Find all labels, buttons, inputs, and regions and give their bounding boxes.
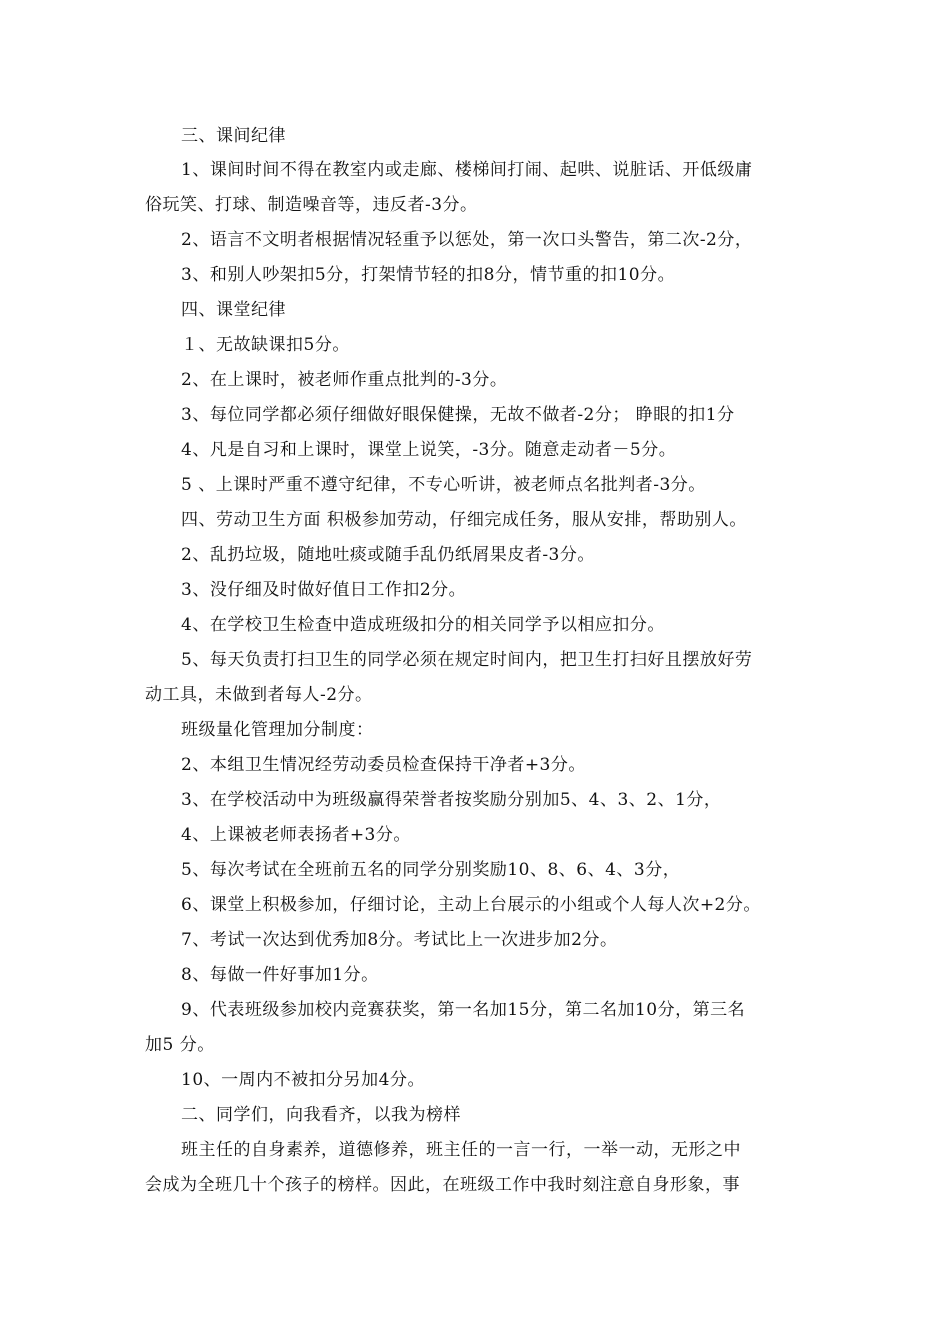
text-line: 5 、上课时严重不遵守纪律，不专心听讲，被老师点名批判者-3分。 [181, 475, 706, 495]
text-line: 2、本组卫生情况经劳动委员检查保持干净者+3分。 [181, 755, 586, 775]
text-line: 7、考试一次达到优秀加8分。考试比上一次进步加2分。 [181, 930, 618, 950]
text-line: 4、在学校卫生检查中造成班级扣分的相关同学予以相应扣分。 [181, 615, 665, 635]
text-line: 5、每天负责打扫卫生的同学必须在规定时间内，把卫生打扫好且摆放好劳 [181, 650, 753, 670]
text-line: 3、每位同学都必须仔细做好眼保健操，无故不做者-2分； 睁眼的扣1分 [181, 405, 735, 425]
section-heading-labor-hygiene: 四、劳动卫生方面 积极参加劳动，仔细完成任务，服从安排，帮助别人。 [181, 510, 747, 530]
text-line: 3、和别人吵架扣5分，打架情节轻的扣8分，情节重的扣10分。 [181, 265, 676, 285]
text-line: 3、在学校活动中为班级赢得荣誉者按奖励分别加5、4、3、2、1分， [181, 790, 722, 810]
text-line: １、无故缺课扣5分。 [181, 335, 350, 355]
text-line: 4、凡是自习和上课时，课堂上说笑，-3分。随意走动者－5分。 [181, 440, 677, 460]
text-line: 1、课间时间不得在教室内或走廊、楼梯间打闹、起哄、说脏话、开低级庸 [181, 160, 753, 180]
text-line: 10、一周内不被扣分另加4分。 [181, 1070, 425, 1090]
section-heading-break-discipline: 三、课间纪律 [181, 126, 286, 146]
section-heading-bonus-points: 班级量化管理加分制度： [181, 720, 374, 740]
text-line: 会成为全班几十个孩子的榜样。因此，在班级工作中我时刻注意自身形象，事 [145, 1175, 740, 1195]
text-line: 4、上课被老师表扬者+3分。 [181, 825, 411, 845]
text-line: 5、每次考试在全班前五名的同学分别奖励10、8、6、4、3分， [181, 860, 681, 880]
text-line: 2、在上课时，被老师作重点批判的-3分。 [181, 370, 508, 390]
text-line: 9、代表班级参加校内竞赛获奖，第一名加15分，第二名加10分，第三名 [181, 1000, 746, 1020]
section-heading-role-model: 二、同学们，向我看齐，以我为榜样 [181, 1105, 461, 1125]
text-line: 2、语言不文明者根据情况轻重予以惩处，第一次口头警告，第二次-2分， [181, 230, 753, 250]
text-line: 6、课堂上积极参加，仔细讨论，主动上台展示的小组或个人每人次+2分。 [181, 895, 761, 915]
text-line: 班主任的自身素养，道德修养，班主任的一言一行，一举一动，无形之中 [181, 1140, 741, 1160]
text-line: 3、没仔细及时做好值日工作扣2分。 [181, 580, 467, 600]
text-line: 8、每做一件好事加1分。 [181, 965, 379, 985]
section-heading-class-discipline: 四、课堂纪律 [181, 300, 286, 320]
text-line: 加5 分。 [145, 1035, 215, 1055]
text-line: 动工具，未做到者每人-2分。 [145, 685, 373, 705]
text-line: 2、乱扔垃圾，随地吐痰或随手乱仍纸屑果皮者-3分。 [181, 545, 595, 565]
text-line: 俗玩笑、打球、制造噪音等，违反者-3分。 [145, 195, 478, 215]
